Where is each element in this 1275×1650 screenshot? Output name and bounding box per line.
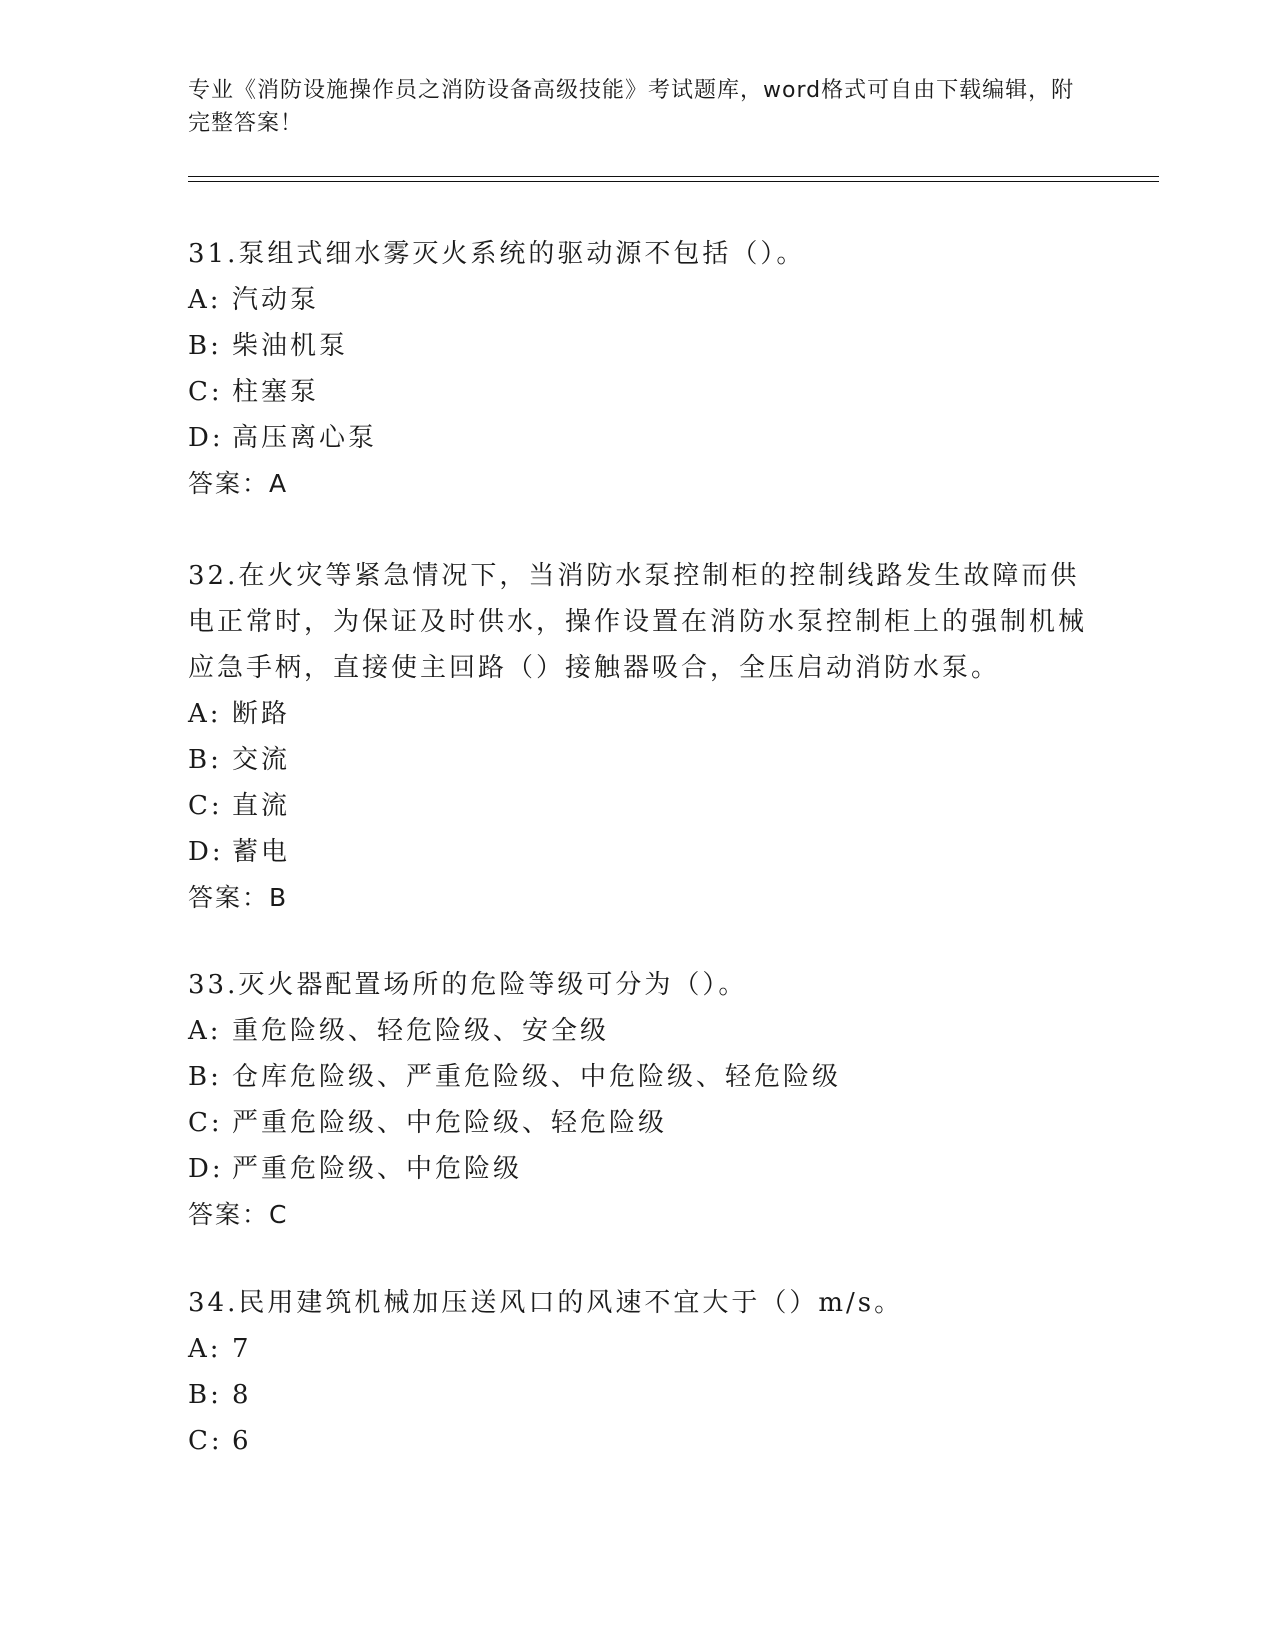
option-text: 重危险级、轻危险级、安全级	[232, 1016, 610, 1046]
answer-line: 答案：A	[188, 469, 289, 498]
option-b	[188, 737, 1088, 783]
option-a	[188, 691, 1088, 737]
option-letter: A:	[188, 1016, 222, 1046]
option-text: 8	[232, 1380, 252, 1410]
question-text: 33.灭火器配置场所的危险等级可分为（）。	[188, 970, 748, 1000]
question-text: 32.在火灾等紧急情况下，当消防水泵控制柜的控制线路发生故障而供电正常时，为保证及时供水，操作设置在消防水泵控制柜上的强制机械应急手柄，直接使主回路（）接触器吸合，全压启动消防水泵。	[188, 561, 1088, 683]
option-a	[188, 1008, 1088, 1054]
option-b	[188, 323, 1088, 369]
option-letter: B:	[188, 1380, 222, 1410]
option-d	[188, 1146, 1088, 1192]
option-text: 严重危险级、中危险级、轻危险级	[232, 1108, 668, 1138]
option-text: 断路	[232, 699, 291, 729]
option-text: 汽动泵	[232, 285, 320, 315]
option-text: 高压离心泵	[232, 423, 378, 453]
header-text: 专业《消防设施操作员之消防设备高级技能》考试题库，word格式可自由下载编辑，附完整答案！	[188, 78, 1075, 136]
option-text: 交流	[232, 745, 291, 775]
option-letter: C:	[188, 377, 223, 407]
option-letter: B:	[188, 1062, 222, 1092]
option-letter: B:	[188, 745, 222, 775]
option-letter: A:	[188, 1334, 222, 1364]
option-text: 直流	[232, 791, 291, 821]
option-letter: A:	[188, 699, 222, 729]
option-text: 柴油机泵	[232, 331, 349, 361]
option-letter: B:	[188, 331, 222, 361]
answer-line: 答案：C	[188, 1200, 289, 1229]
option-letter: D:	[188, 837, 224, 867]
option-letter: D:	[188, 1154, 224, 1184]
option-c	[188, 783, 1088, 829]
option-c	[188, 1418, 1088, 1464]
option-letter: D:	[188, 423, 224, 453]
option-text: 6	[232, 1426, 252, 1456]
question-text: 31.泵组式细水雾灭火系统的驱动源不包括（）。	[188, 239, 806, 269]
option-text: 7	[232, 1334, 252, 1364]
question-32	[188, 553, 1088, 921]
option-text: 严重危险级、中危险级	[232, 1154, 523, 1184]
option-d	[188, 415, 1088, 461]
answer-line: 答案：B	[188, 883, 289, 912]
question-33	[188, 962, 1088, 1238]
option-a	[188, 1326, 1088, 1372]
option-c	[188, 369, 1088, 415]
question-text: 34.民用建筑机械加压送风口的风速不宜大于（）m/s。	[188, 1288, 904, 1318]
option-letter: C:	[188, 1108, 223, 1138]
option-text: 仓库危险级、严重危险级、中危险级、轻危险级	[232, 1062, 842, 1092]
header-divider-bottom	[188, 181, 1159, 182]
option-letter: C:	[188, 791, 223, 821]
option-text: 蓄电	[232, 837, 291, 867]
question-31	[188, 231, 1088, 507]
option-letter: A:	[188, 285, 222, 315]
option-text: 柱塞泵	[232, 377, 320, 407]
document-header	[188, 74, 1088, 140]
option-c	[188, 1100, 1088, 1146]
option-letter: C:	[188, 1426, 223, 1456]
question-34	[188, 1280, 1088, 1464]
option-a	[188, 277, 1088, 323]
header-divider-top	[188, 176, 1159, 177]
option-b	[188, 1372, 1088, 1418]
option-d	[188, 829, 1088, 875]
option-b	[188, 1054, 1088, 1100]
